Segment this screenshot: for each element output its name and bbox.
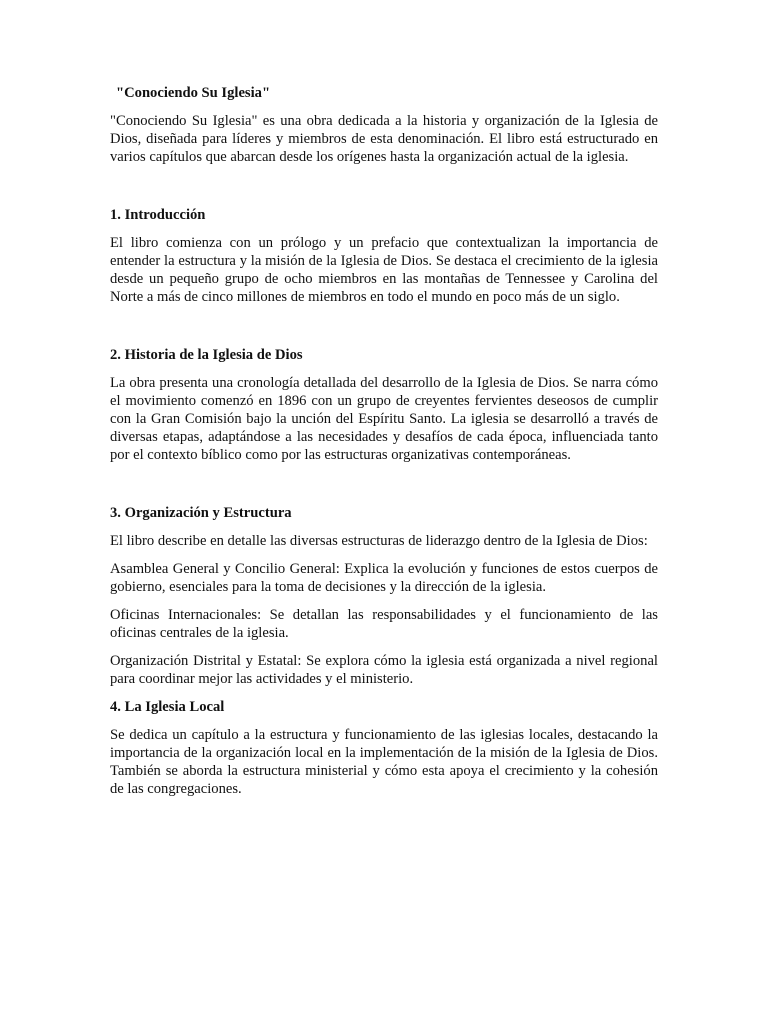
section-paragraph: El libro comienza con un prólogo y un prefacio que contextualizan la importancia de entender la estructura y la misión de la Iglesia de Dios. Se destaca el crecimiento de la iglesia desde un pequeño grupo de ocho miembros en las montañas de Tennessee y Carolina del Norte a más de cinco millones de miembros en todo el mundo en poco más de un siglo. [110, 235, 658, 305]
section-paragraph: Oficinas Internacionales: Se detallan las responsabilidades y el funcionamiento de las oficinas centrales de la iglesia. [110, 607, 658, 641]
section-heading: 2. Historia de la Iglesia de Dios [110, 347, 303, 363]
section-organizacion [110, 504, 658, 688]
section-spacer [110, 474, 658, 504]
section-introduccion [110, 206, 658, 306]
intro-paragraph: "Conociendo Su Iglesia" es una obra dedicada a la historia y organización de la Iglesia de Dios, diseñada para líderes y miembros de esta denominación. El libro está estructurado en varios capítulos que abarcan desde los orígenes hasta la organización actual de la iglesia. [110, 113, 658, 165]
section-heading: 3. Organización y Estructura [110, 505, 292, 521]
section-paragraph: Organización Distrital y Estatal: Se explora cómo la iglesia está organizada a nivel regional para coordinar mejor las actividades y el ministerio. [110, 653, 658, 687]
section-spacer [110, 316, 658, 346]
section-paragraph: La obra presenta una cronología detallada del desarrollo de la Iglesia de Dios. Se narra cómo el movimiento comenzó en 1896 con un grupo de creyentes fervientes deseosos de cumplir con la Gran Comisión bajo la unción del Espíritu Santo. La iglesia se desarrolló a través de diversas etapas, adaptándose a las necesidades y desafíos de cada época, influenciada tanto por el contexto bíblico como por las estructuras organizativas contemporáneas. [110, 375, 658, 463]
section-spacer [110, 176, 658, 206]
section-heading: 1. Introducción [110, 207, 206, 223]
section-heading: 4. La Iglesia Local [110, 699, 225, 715]
section-iglesia-local [110, 698, 658, 798]
section-paragraph: Asamblea General y Concilio General: Explica la evolución y funciones de estos cuerpos de gobierno, esenciales para la toma de decisiones y la dirección de la iglesia. [110, 561, 658, 595]
document-page [110, 84, 658, 808]
section-paragraph: El libro describe en detalle las diversas estructuras de liderazgo dentro de la Iglesia de Dios: [110, 533, 648, 549]
section-historia [110, 346, 658, 464]
document-title: "Conociendo Su Iglesia" [116, 85, 271, 101]
section-paragraph: Se dedica un capítulo a la estructura y funcionamiento de las iglesias locales, destacando la importancia de la organización local en la implementación de la misión de la Iglesia de Dios. También se aborda la estructura ministerial y cómo esta apoya el crecimiento y la cohesión de las congregaciones. [110, 727, 658, 797]
